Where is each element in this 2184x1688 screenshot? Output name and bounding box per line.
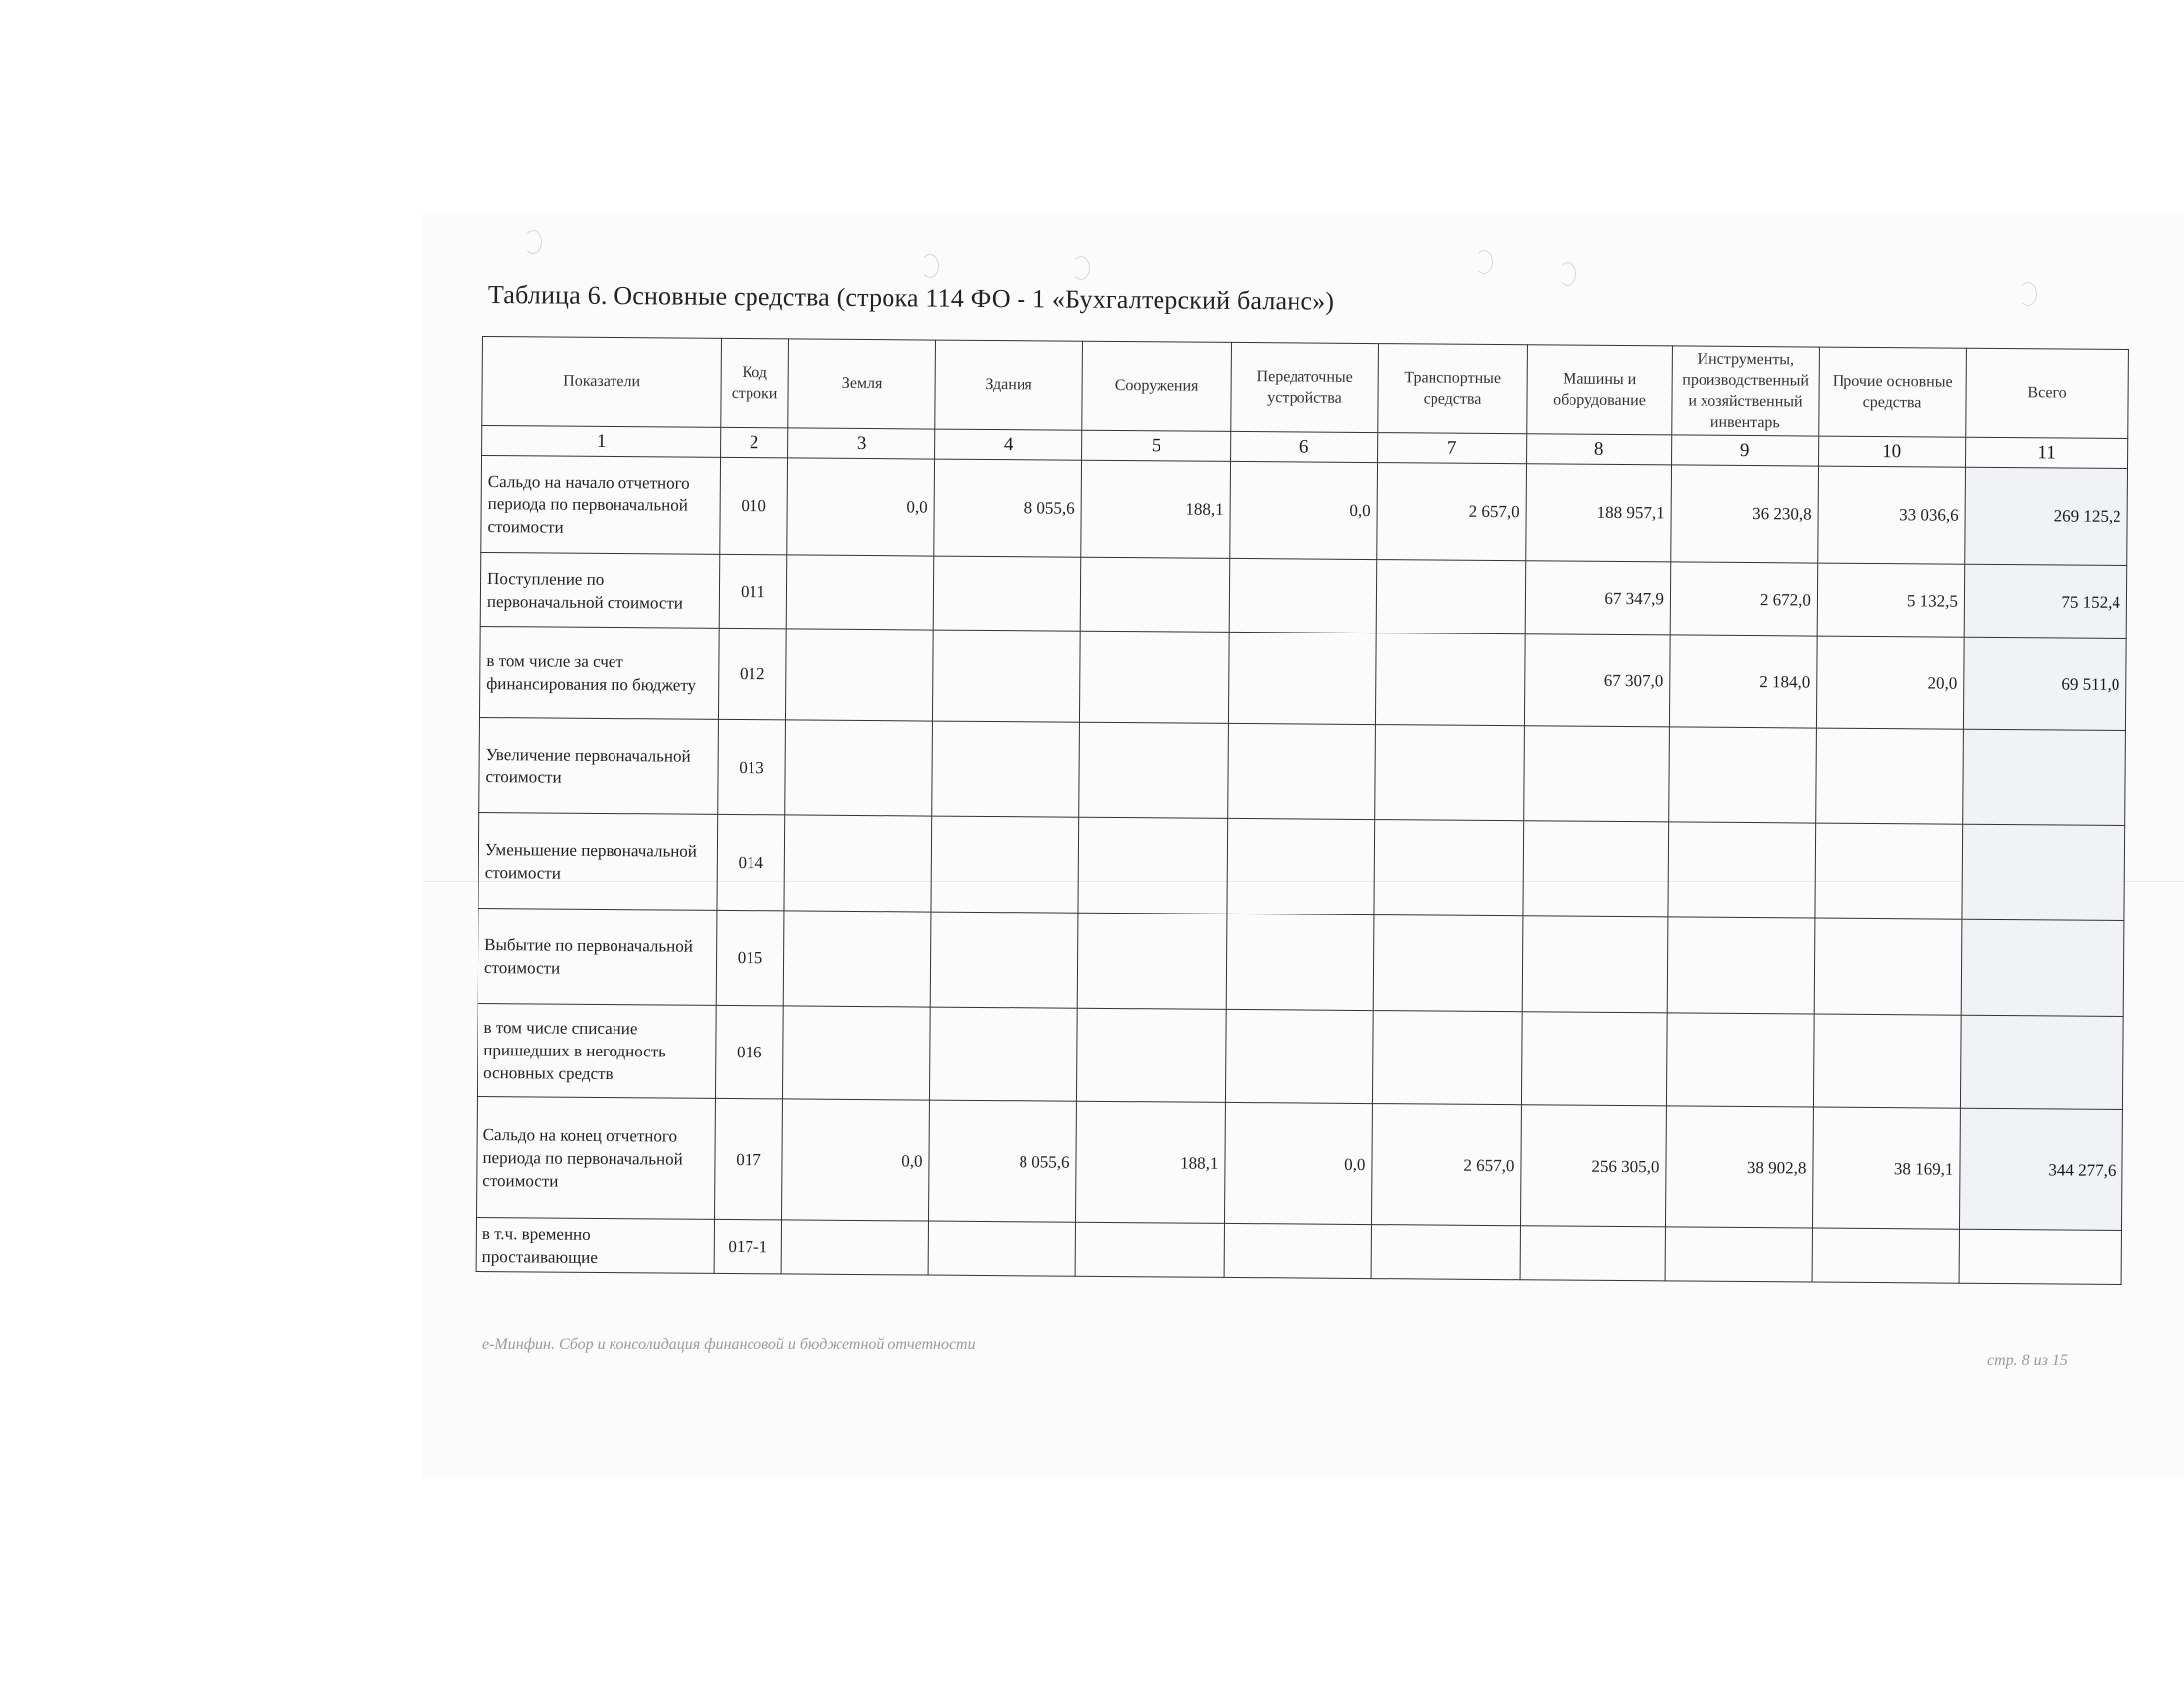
table-row-014	[478, 812, 2125, 920]
header-machinery: Машины и оборудование	[1527, 345, 1673, 435]
table-row-012	[479, 626, 2126, 730]
header-buildings: Здания	[935, 340, 1083, 430]
cell-total: 344 277,6	[1959, 1108, 2122, 1230]
punch-hole-mark	[1475, 250, 1493, 274]
cell-total	[1961, 919, 2124, 1016]
cell-vehicles	[1373, 915, 1523, 1012]
column-number: 7	[1378, 433, 1527, 464]
cell-structures	[1077, 913, 1227, 1009]
cell-total	[1963, 729, 2126, 825]
row-label: в том числе за счет финансирования по бюджету	[479, 626, 719, 719]
cell-other-assets	[1816, 728, 1964, 824]
row-code: 010	[720, 457, 788, 555]
row-label: Увеличение первоначальной стоимости	[479, 717, 719, 814]
cell-machinery: 188 957,1	[1526, 464, 1672, 562]
cell-machinery: 67 307,0	[1524, 634, 1670, 727]
cell-structures	[1075, 1222, 1224, 1277]
cell-total: 69 511,0	[1963, 637, 2126, 730]
header-land: Земля	[788, 339, 936, 429]
row-label: Сальдо на конец отчетного периода по первоначальной стоимости	[477, 1096, 716, 1219]
row-code: 016	[715, 1005, 783, 1099]
cell-buildings	[932, 721, 1080, 817]
row-code: 015	[716, 910, 784, 1006]
header-structures: Сооружения	[1082, 341, 1232, 431]
cell-land	[782, 1006, 930, 1100]
fixed-assets-table-container	[476, 336, 2129, 1285]
cell-other-assets: 38 169,1	[1812, 1107, 1960, 1229]
cell-buildings: 8 055,6	[929, 1100, 1077, 1222]
column-number: 5	[1082, 430, 1231, 461]
column-number: 1	[482, 426, 721, 458]
cell-structures: 188,1	[1081, 460, 1231, 558]
footer-page-number: стр. 8 из 15	[1987, 1352, 2068, 1369]
table-row-010	[481, 456, 2128, 566]
row-label: в том числе списание пришедших в негодность основных средств	[477, 1003, 716, 1098]
table-row-016	[477, 1003, 2123, 1109]
row-code: 011	[719, 554, 787, 629]
cell-buildings	[929, 1007, 1077, 1101]
column-number: 9	[1672, 435, 1819, 466]
cell-tools-inventory: 2 184,0	[1669, 635, 1817, 728]
cell-transmission-devices: 0,0	[1230, 461, 1378, 559]
punch-hole-mark	[2019, 282, 2037, 306]
cell-vehicles	[1375, 725, 1525, 821]
header-tools-inventory: Инструменты, производственный и хозяйственный инвентарь	[1672, 346, 1820, 436]
row-code: 014	[717, 814, 785, 911]
cell-land	[785, 629, 933, 721]
cell-other-assets: 5 132,5	[1817, 563, 1965, 637]
cell-other-assets	[1813, 1014, 1961, 1108]
cell-vehicles	[1372, 1011, 1522, 1105]
header-total: Всего	[1966, 348, 2129, 438]
cell-vehicles	[1374, 820, 1524, 916]
header-indicators: Показатели	[482, 337, 722, 428]
cell-land: 0,0	[782, 1099, 930, 1221]
cell-vehicles: 2 657,0	[1371, 1104, 1521, 1226]
row-label: в т.ч. временно простаивающие	[476, 1217, 714, 1273]
cell-tools-inventory	[1666, 1013, 1814, 1107]
cell-tools-inventory	[1665, 1227, 1812, 1282]
row-code: 013	[718, 719, 786, 815]
cell-transmission-devices	[1228, 632, 1376, 724]
row-label: Поступление по первоначальной стоимости	[480, 552, 720, 628]
table-row-017	[477, 1096, 2123, 1230]
cell-other-assets: 33 036,6	[1818, 466, 1966, 564]
table-row-011	[480, 552, 2127, 638]
cell-buildings	[932, 630, 1080, 722]
cell-vehicles	[1375, 633, 1525, 726]
cell-tools-inventory: 38 902,8	[1665, 1106, 1813, 1228]
cell-total	[1962, 824, 2125, 920]
cell-vehicles	[1371, 1225, 1520, 1280]
cell-transmission-devices	[1225, 1009, 1373, 1103]
cell-land	[783, 911, 931, 1007]
cell-land: 0,0	[787, 458, 935, 556]
cell-tools-inventory: 2 672,0	[1670, 562, 1818, 636]
cell-land	[785, 720, 933, 816]
cell-buildings: 8 055,6	[934, 459, 1082, 557]
header-other-assets: Прочие основные средства	[1819, 347, 1967, 437]
cell-other-assets: 20,0	[1816, 636, 1964, 729]
row-label: Сальдо на начало отчетного периода по первоначальной стоимости	[481, 456, 721, 555]
cell-transmission-devices	[1226, 914, 1374, 1010]
header-transmission-devices: Передаточные устройства	[1231, 342, 1379, 432]
cell-transmission-devices	[1224, 1223, 1371, 1278]
column-number: 6	[1231, 431, 1378, 462]
cell-other-assets	[1815, 823, 1963, 919]
cell-transmission-devices	[1227, 818, 1375, 914]
cell-machinery: 67 347,9	[1525, 561, 1671, 635]
cell-tools-inventory: 36 230,8	[1671, 465, 1819, 563]
cell-structures	[1076, 1008, 1226, 1102]
punch-hole-mark	[1072, 256, 1090, 280]
header-vehicles: Транспортные средства	[1378, 344, 1528, 434]
cell-buildings	[930, 912, 1078, 1008]
cell-machinery	[1520, 1226, 1665, 1281]
punch-hole-mark	[921, 254, 939, 278]
table-title: Таблица 6. Основные средства (строка 114 ФО - 1 «Бухгалтерский баланс»)	[487, 280, 1335, 316]
cell-total: 75 152,4	[1964, 564, 2127, 638]
cell-machinery	[1523, 821, 1669, 917]
cell-vehicles: 2 657,0	[1377, 463, 1527, 561]
cell-other-assets	[1812, 1228, 1959, 1283]
cell-tools-inventory	[1667, 917, 1815, 1014]
row-label: Выбытие по первоначальной стоимости	[478, 908, 717, 1005]
column-number: 10	[1819, 436, 1966, 467]
fixed-assets-table	[476, 336, 2129, 1285]
cell-machinery	[1521, 1012, 1667, 1106]
cell-machinery: 256 305,0	[1520, 1105, 1666, 1227]
column-number: 11	[1966, 437, 2128, 468]
footer-system-name: е-Минфин. Сбор и консолидация финансовой и бюджетной отчетности	[482, 1336, 976, 1353]
cell-structures	[1079, 631, 1229, 723]
cell-vehicles	[1376, 560, 1526, 634]
row-code: 017	[715, 1098, 783, 1220]
cell-buildings	[931, 816, 1079, 913]
cell-total: 269 125,2	[1965, 467, 2128, 565]
punch-hole-mark	[524, 230, 542, 254]
cell-total	[1960, 1015, 2123, 1109]
cell-land	[781, 1220, 928, 1275]
cell-structures	[1078, 817, 1228, 914]
cell-machinery	[1522, 916, 1668, 1013]
column-number: 2	[721, 427, 788, 458]
punch-hole-mark	[1559, 262, 1576, 286]
cell-tools-inventory	[1668, 822, 1816, 918]
cell-tools-inventory	[1669, 727, 1817, 823]
row-label: Уменьшение первоначальной стоимости	[478, 812, 718, 910]
cell-land	[786, 555, 934, 630]
cell-land	[784, 815, 932, 912]
cell-structures	[1079, 722, 1229, 818]
table-row-013	[479, 717, 2126, 825]
cell-structures	[1080, 557, 1230, 632]
cell-structures: 188,1	[1076, 1101, 1226, 1223]
header-row-code: Код строки	[721, 338, 789, 428]
row-code: 012	[718, 628, 786, 720]
table-row-015	[478, 908, 2124, 1016]
row-code: 017-1	[714, 1219, 781, 1274]
column-number: 4	[935, 429, 1082, 460]
column-number: 8	[1527, 434, 1672, 465]
cell-total	[1959, 1229, 2121, 1284]
cell-buildings	[933, 556, 1081, 631]
cell-machinery	[1524, 726, 1670, 822]
table-header-row	[482, 337, 2129, 439]
cell-transmission-devices	[1229, 558, 1377, 633]
cell-transmission-devices: 0,0	[1224, 1102, 1372, 1224]
cell-buildings	[928, 1221, 1075, 1276]
column-number: 3	[788, 428, 935, 459]
cell-other-assets	[1814, 918, 1962, 1015]
cell-transmission-devices	[1228, 723, 1376, 819]
